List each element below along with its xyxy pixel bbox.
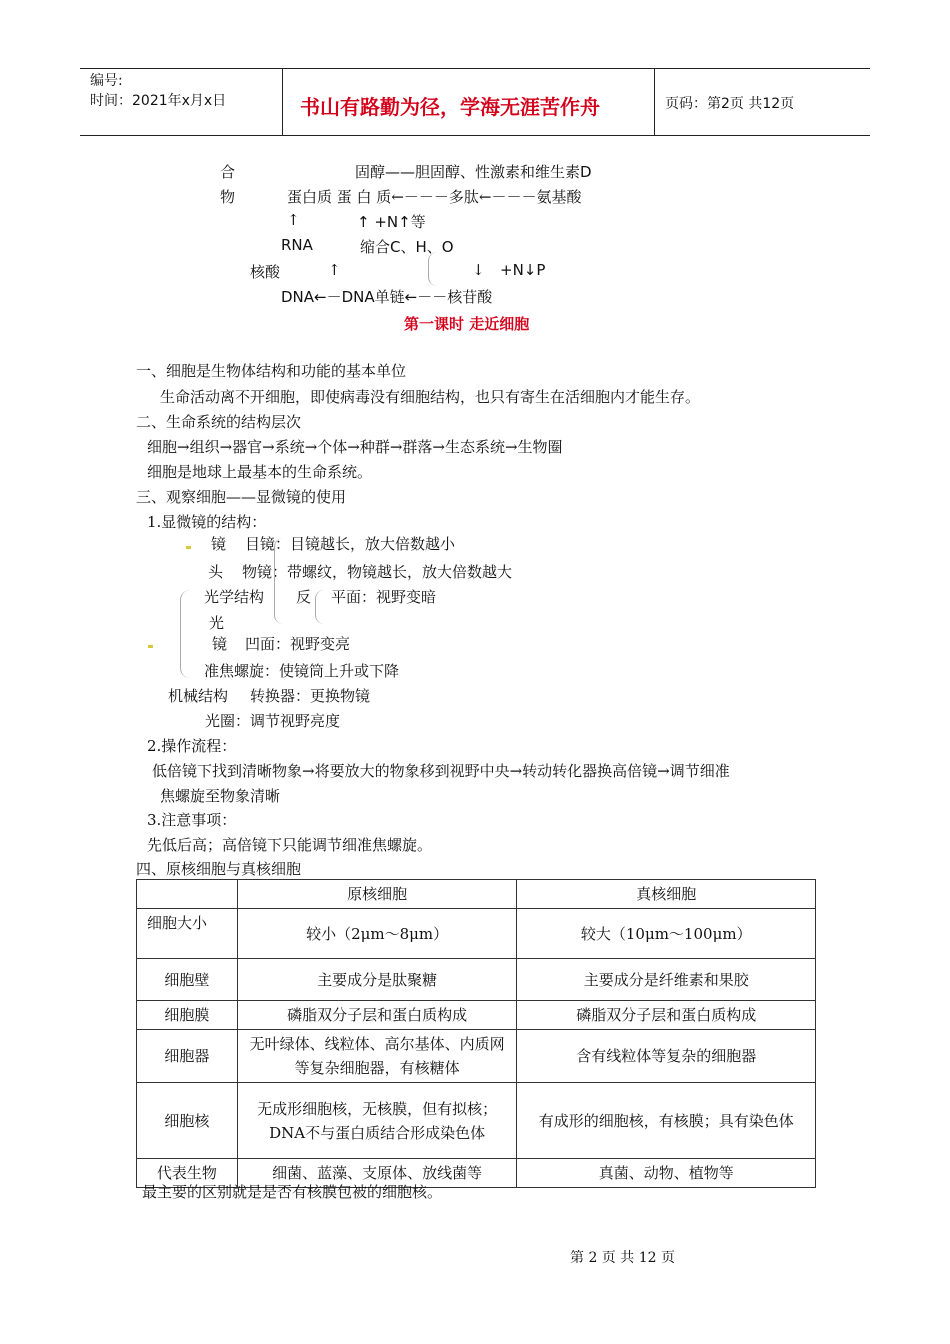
- mic-jing-2: 镜: [212, 635, 228, 653]
- table-cell: 无成形细胞核，无核膜，但有拟核；DNA不与蛋白质结合形成染色体: [237, 1083, 517, 1159]
- table-row: [137, 1083, 816, 1159]
- mic-optical: 光学结构: [204, 588, 265, 606]
- brace-mirror: [315, 590, 324, 624]
- mic-mujing: 目镜：目镜越长，放大倍数越小: [245, 535, 456, 553]
- section-3-sub-2: 2.操作流程：: [147, 737, 237, 755]
- diagram-condense: 缩合C、H、O: [360, 238, 454, 256]
- table-cell: 无叶绿体、线粒体、高尔基体、内质网等复杂细胞器，有核糖体: [237, 1030, 517, 1083]
- mic-pingmian: 平面：视野变暗: [331, 588, 437, 606]
- diagram-arrow-down: ↓: [472, 261, 485, 279]
- table-cell: 主要成分是肽聚糖: [237, 959, 517, 1001]
- section-4-title: 四、原核细胞与真核细胞: [136, 860, 302, 878]
- table-row: [137, 959, 816, 1001]
- table-row-label: 代表生物: [137, 1159, 238, 1188]
- mic-mechanical: 机械结构: [168, 687, 229, 705]
- section-3-sub-3: 3.注意事项：: [147, 811, 237, 829]
- diagram-rna: RNA: [281, 236, 313, 254]
- table-cell: 较小（2μm～8μm）: [237, 909, 517, 959]
- section-3-flow-2: 焦螺旋至物象清晰: [160, 787, 281, 805]
- mic-guangquan: 光圈：调节视野亮度: [205, 712, 341, 730]
- table-row: [137, 909, 816, 959]
- section-2-title: 二、生命系统的结构层次: [136, 413, 302, 431]
- comparison-table: [136, 879, 816, 1188]
- table-header-cell: 真核细胞: [517, 880, 816, 909]
- table-row: [137, 1030, 816, 1083]
- diagram-protein: 蛋白质 蛋 白 质←－－－多肽←－－－氨基酸: [287, 188, 582, 206]
- mic-zhuanhuan: 转换器：更换物镜: [250, 687, 371, 705]
- mic-wujing: 物镜：带螺纹，物镜越长，放大倍数越大: [242, 563, 513, 581]
- conclusion-text: 最主要的区别就是是否有核膜包被的细胞核。: [142, 1183, 443, 1201]
- table-row: [137, 1001, 816, 1030]
- diagram-guchun: 固醇——胆固醇、性激素和维生素D: [355, 163, 592, 181]
- section-2-body-2: 细胞是地球上最基本的生命系统。: [147, 463, 373, 481]
- diagram-hesuan: 核酸: [250, 263, 281, 281]
- mic-aomian: 凹面：视野变亮: [245, 635, 351, 653]
- diagram-dna: DNA←－DNA单链←－－核苷酸: [281, 288, 493, 306]
- table-row-label: 细胞核: [137, 1083, 238, 1159]
- diagram-brace: [428, 252, 437, 286]
- section-3-sub-1: 1.显微镜的结构：: [147, 513, 267, 531]
- header-top-rule: [80, 68, 870, 69]
- section-3-title: 三、观察细胞——显微镜的使用: [136, 488, 347, 506]
- diagram-nplus: +N↓P: [500, 261, 546, 279]
- section-3-note: 先低后高；高倍镜下只能调节细准焦螺旋。: [147, 836, 433, 854]
- table-header-cell: 原核细胞: [237, 880, 517, 909]
- diagram-wu: 物: [220, 188, 236, 206]
- diagram-he: 合: [220, 163, 236, 181]
- header-motto: 书山有路勤为径，学海无涯苦作舟: [300, 95, 600, 119]
- table-header-cell: [137, 880, 238, 909]
- mic-jing: 镜: [211, 535, 227, 553]
- table-row-label: 细胞大小: [137, 909, 238, 959]
- decor-dot: [186, 546, 191, 549]
- table-header-row: [137, 880, 816, 909]
- header-divider-left: [282, 68, 283, 136]
- mic-zhunjiao: 准焦螺旋：使镜筒上升或下降: [204, 662, 400, 680]
- section-1-title: 一、细胞是生物体结构和功能的基本单位: [136, 362, 407, 380]
- brace-optical: [180, 590, 193, 678]
- brace-lens-head: [274, 538, 283, 624]
- diagram-arrow-up-3: ↑: [328, 261, 341, 279]
- page-footer: 第 2 页 共 12 页: [570, 1250, 675, 1266]
- table-cell: 主要成分是纤维素和果胶: [517, 959, 816, 1001]
- table-row-label: 细胞器: [137, 1030, 238, 1083]
- section-1-body: 生命活动离不开细胞，即使病毒没有细胞结构，也只有寄生在活细胞内才能生存。: [160, 388, 701, 406]
- table-cell: 较大（10μm～100μm）: [517, 909, 816, 959]
- section-2-body-1: 细胞→组织→器官→系统→个体→种群→群落→生态系统→生物圈: [147, 438, 563, 456]
- header-bottom-rule: [80, 135, 870, 136]
- table-cell: 有成形的细胞核，有核膜；具有染色体: [517, 1083, 816, 1159]
- mic-fan: 反: [296, 588, 312, 606]
- table-row-label: 细胞壁: [137, 959, 238, 1001]
- header-page-label: 页码：第2页 共12页: [665, 96, 795, 112]
- table-row-label: 细胞膜: [137, 1001, 238, 1030]
- header-date-label: 时间：2021年x月x日: [90, 93, 227, 109]
- table-cell: 细菌、蓝藻、支原体、放线菌等: [237, 1159, 517, 1188]
- table-cell: 磷脂双分子层和蛋白质构成: [517, 1001, 816, 1030]
- section-3-flow-1: 低倍镜下找到清晰物象→将要放大的物象移到视野中央→转动转化器换高倍镜→调节细准: [152, 762, 730, 780]
- table-cell: 含有线粒体等复杂的细胞器: [517, 1030, 816, 1083]
- mic-tou: 头: [208, 563, 224, 581]
- table-cell: 真菌、动物、植物等: [517, 1159, 816, 1188]
- lesson-title: 第一课时 走近细胞: [404, 315, 530, 333]
- header-number-label: 编号:: [90, 73, 123, 89]
- diagram-arrow-up-2: ↑ +N↑等: [357, 213, 426, 231]
- header-divider-right: [654, 68, 655, 136]
- decor-dot-2: [148, 645, 153, 648]
- table-cell: 磷脂双分子层和蛋白质构成: [237, 1001, 517, 1030]
- diagram-arrow-up-1: ↑: [287, 211, 300, 229]
- mic-guang: 光: [209, 614, 225, 632]
